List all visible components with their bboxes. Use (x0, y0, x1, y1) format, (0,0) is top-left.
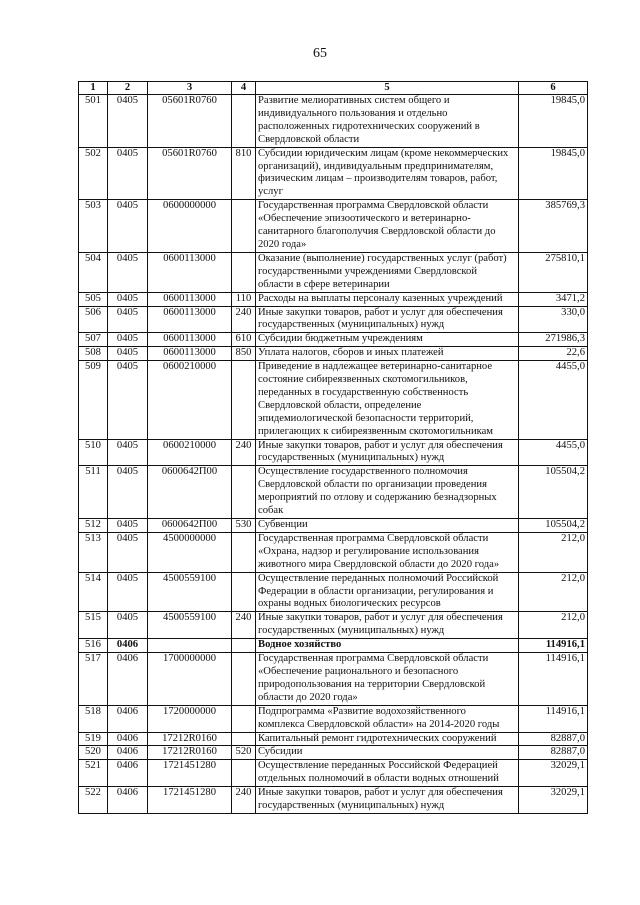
item-name-cell (256, 200, 519, 253)
item-name-line: Свердловской области, определение (258, 399, 422, 411)
table-row (79, 361, 588, 439)
section-code-cell: 0405 (108, 612, 148, 639)
expense-type-cell (232, 252, 256, 292)
item-name-line: комплекса Свердловской области» на 2014-2020 годы (258, 718, 500, 730)
item-name-line: государственных (муниципальных) нужд (258, 452, 445, 464)
section-code-cell: 0405 (108, 532, 148, 572)
item-name-line: санитарного благополучия Свердловской области до (258, 226, 496, 238)
item-name-line: Государственная программа Свердловской области (258, 653, 489, 665)
row-number-cell: 519 (79, 732, 108, 746)
table-row (79, 732, 588, 746)
amount-cell: 4455,0 (519, 439, 588, 466)
item-name-line: Субсидии (258, 746, 303, 758)
table-row (79, 519, 588, 533)
row-number-cell: 507 (79, 333, 108, 347)
target-code-cell: 1720000000 (148, 705, 232, 732)
row-number-cell: 511 (79, 466, 108, 519)
row-number-cell: 503 (79, 200, 108, 253)
row-number-cell: 506 (79, 306, 108, 333)
target-code-cell: 0600000000 (148, 200, 232, 253)
target-code-cell: 4500559100 (148, 612, 232, 639)
section-code-cell: 0406 (108, 653, 148, 706)
section-code-cell: 0405 (108, 306, 148, 333)
table-row (79, 653, 588, 706)
item-name-line: государственных (муниципальных) нужд (258, 800, 445, 812)
expense-type-cell (232, 705, 256, 732)
header-row (79, 82, 588, 95)
target-code-cell: 0600113000 (148, 333, 232, 347)
expense-type-cell (232, 532, 256, 572)
item-name-line: собак (258, 505, 284, 517)
target-code-cell: 17212R0160 (148, 746, 232, 760)
section-code-cell: 0406 (108, 787, 148, 814)
column-header: 5 (256, 82, 519, 95)
expense-type-cell: 240 (232, 612, 256, 639)
item-name-line: Подпрограмма «Развитие водохозяйственного (258, 705, 466, 717)
item-name-line: Капитальный ремонт гидротехнических сооружений (258, 732, 497, 744)
amount-cell: 212,0 (519, 612, 588, 639)
item-name-line: физическим лицам – производителям товаров, работ, (258, 173, 498, 185)
item-name-line: «Обеспечение эпизоотического и ветеринарно- (258, 213, 471, 225)
expense-type-cell (232, 760, 256, 787)
item-name-line: Государственная программа Свердловской области (258, 532, 489, 544)
item-name-line: Федерации в области организации, регулирования и (258, 585, 494, 597)
amount-cell: 32029,1 (519, 760, 588, 787)
row-number-cell: 515 (79, 612, 108, 639)
expense-type-cell (232, 95, 256, 148)
item-name-cell (256, 292, 519, 306)
item-name-line: Осуществление государственного полномочия (258, 466, 468, 478)
target-code-cell: 4500559100 (148, 572, 232, 612)
row-number-cell: 502 (79, 147, 108, 200)
section-code-cell: 0406 (108, 639, 148, 653)
section-code-cell: 0406 (108, 732, 148, 746)
row-number-cell: 521 (79, 760, 108, 787)
row-number-cell: 512 (79, 519, 108, 533)
amount-cell: 22,6 (519, 347, 588, 361)
item-name-cell (256, 333, 519, 347)
section-code-cell: 0405 (108, 439, 148, 466)
column-header: 3 (148, 82, 232, 95)
row-number-cell: 513 (79, 532, 108, 572)
target-code-cell: 0600113000 (148, 347, 232, 361)
target-code-cell: 4500000000 (148, 532, 232, 572)
item-name-line: Субсидии юридическим лицам (кроме некоммерческих (258, 147, 509, 159)
target-code-cell: 0600642П00 (148, 519, 232, 533)
table-row (79, 252, 588, 292)
item-name-line: «Обеспечение рационального и безопасного (258, 665, 459, 677)
item-name-line: Иные закупки товаров, работ и услуг для обеспечения (258, 439, 503, 451)
row-number-cell: 516 (79, 639, 108, 653)
item-name-line: Осуществление переданных полномочий Российской (258, 572, 499, 584)
column-header: 1 (79, 82, 108, 95)
expense-type-cell (232, 361, 256, 439)
target-code-cell: 1700000000 (148, 653, 232, 706)
item-name-line: Расходы на выплаты персоналу казенных учреждений (258, 292, 503, 304)
expense-type-cell (232, 732, 256, 746)
amount-cell: 19845,0 (519, 95, 588, 148)
table-row (79, 532, 588, 572)
item-name-line: Государственная программа Свердловской области (258, 200, 489, 212)
table-row (79, 95, 588, 148)
row-number-cell: 518 (79, 705, 108, 732)
item-name-line: охраны водных биологических ресурсов (258, 598, 441, 610)
item-name-line: Субсидии бюджетным учреждениям (258, 333, 423, 345)
expense-type-cell (232, 572, 256, 612)
amount-cell: 4455,0 (519, 361, 588, 439)
amount-cell: 114916,1 (519, 705, 588, 732)
section-code-cell: 0405 (108, 361, 148, 439)
table-row (79, 705, 588, 732)
item-name-line: эпидемиологической безопасности территорий, (258, 412, 474, 424)
table-row (79, 147, 588, 200)
row-number-cell: 508 (79, 347, 108, 361)
item-name-line: Свердловской области (258, 133, 360, 145)
item-name-cell (256, 95, 519, 148)
item-name-line: Развитие мелиоративных систем общего и (258, 95, 450, 106)
section-code-cell: 0405 (108, 292, 148, 306)
item-name-cell (256, 439, 519, 466)
expense-type-cell: 520 (232, 746, 256, 760)
section-code-cell: 0405 (108, 200, 148, 253)
section-code-cell: 0405 (108, 347, 148, 361)
table-row (79, 333, 588, 347)
target-code-cell: 0600113000 (148, 306, 232, 333)
amount-cell: 19845,0 (519, 147, 588, 200)
item-name-line: переданных в государственную собственность (258, 386, 469, 398)
section-code-cell: 0405 (108, 519, 148, 533)
item-name-cell (256, 732, 519, 746)
amount-cell: 82887,0 (519, 732, 588, 746)
column-header: 4 (232, 82, 256, 95)
item-name-line: животного мира Свердловской области до 2020 года» (258, 558, 500, 570)
table-row (79, 347, 588, 361)
item-name-line: состояние сибиреязвенных скотомогильников, (258, 374, 468, 386)
item-name-line: расположенных гидротехнических сооружений в (258, 120, 480, 132)
target-code-cell: 05601R0760 (148, 95, 232, 148)
row-number-cell: 505 (79, 292, 108, 306)
item-name-cell (256, 572, 519, 612)
item-name-line: 2020 года» (258, 238, 307, 250)
budget-table (78, 81, 588, 814)
expense-type-cell (232, 200, 256, 253)
item-name-line: Свердловской области по организации проведения (258, 479, 487, 491)
item-name-cell (256, 653, 519, 706)
item-name-line: Иные закупки товаров, работ и услуг для обеспечения (258, 787, 503, 799)
target-code-cell: 0600642П00 (148, 466, 232, 519)
item-name-line: Оказание (выполнение) государственных услуг (работ) (258, 252, 507, 264)
table-row (79, 200, 588, 253)
page-number: 65 (313, 46, 327, 61)
section-code-cell: 0405 (108, 333, 148, 347)
item-name-line: государственными учреждениями Свердловской (258, 265, 477, 277)
table-row (79, 466, 588, 519)
item-name-line: природопользования на территории Свердловской (258, 678, 486, 690)
item-name-line: Субвенции (258, 519, 308, 530)
item-name-cell (256, 746, 519, 760)
table-row (79, 639, 588, 653)
item-name-line: отдельных полномочий в области водных отношений (258, 773, 499, 785)
item-name-cell (256, 252, 519, 292)
item-name-cell (256, 639, 519, 653)
section-code-cell: 0405 (108, 572, 148, 612)
expense-type-cell (232, 466, 256, 519)
target-code-cell: 17212R0160 (148, 732, 232, 746)
amount-cell: 105504,2 (519, 466, 588, 519)
table-row (79, 612, 588, 639)
target-code-cell: 0600210000 (148, 439, 232, 466)
expense-type-cell: 240 (232, 787, 256, 814)
target-code-cell: 0600113000 (148, 292, 232, 306)
item-name-line: Иные закупки товаров, работ и услуг для обеспечения (258, 612, 503, 624)
item-name-cell (256, 347, 519, 361)
expense-type-cell: 530 (232, 519, 256, 533)
item-name-cell (256, 705, 519, 732)
row-number-cell: 522 (79, 787, 108, 814)
amount-cell: 82887,0 (519, 746, 588, 760)
expense-type-cell: 850 (232, 347, 256, 361)
item-name-cell (256, 147, 519, 200)
amount-cell: 385769,3 (519, 200, 588, 253)
item-name-cell (256, 787, 519, 814)
target-code-cell: 1721451280 (148, 760, 232, 787)
item-name-line: области до 2020 года» (258, 691, 358, 703)
row-number-cell: 517 (79, 653, 108, 706)
item-name-cell (256, 760, 519, 787)
row-number-cell: 514 (79, 572, 108, 612)
amount-cell: 271986,3 (519, 333, 588, 347)
table-row (79, 306, 588, 333)
amount-cell: 105504,2 (519, 519, 588, 533)
section-code-cell: 0405 (108, 147, 148, 200)
target-code-cell (148, 639, 232, 653)
target-code-cell: 0600113000 (148, 252, 232, 292)
amount-cell: 212,0 (519, 572, 588, 612)
expense-type-cell: 240 (232, 306, 256, 333)
expense-type-cell: 240 (232, 439, 256, 466)
row-number-cell: 520 (79, 746, 108, 760)
item-name-line: «Охрана, надзор и регулирование использования (258, 545, 479, 557)
section-code-cell: 0405 (108, 95, 148, 148)
amount-cell: 114916,1 (519, 639, 588, 653)
row-number-cell: 510 (79, 439, 108, 466)
row-number-cell: 509 (79, 361, 108, 439)
item-name-cell (256, 612, 519, 639)
item-name-line: мероприятий по отлову и содержанию безнадзорных (258, 492, 497, 504)
item-name-line: Приведение в надлежащее ветеринарно-санитарное (258, 361, 493, 373)
expense-type-cell: 810 (232, 147, 256, 200)
row-number-cell: 501 (79, 95, 108, 148)
item-name-line: государственных (муниципальных) нужд (258, 625, 445, 637)
section-code-cell: 0405 (108, 252, 148, 292)
amount-cell: 3471,2 (519, 292, 588, 306)
section-code-cell: 0405 (108, 466, 148, 519)
amount-cell: 114916,1 (519, 653, 588, 706)
table-row (79, 760, 588, 787)
expense-type-cell (232, 653, 256, 706)
section-code-cell: 0406 (108, 705, 148, 732)
item-name-line: Уплата налогов, сборов и иных платежей (258, 347, 444, 359)
table-row (79, 572, 588, 612)
target-code-cell: 1721451280 (148, 787, 232, 814)
item-name-line: организаций), индивидуальным предпринимателям, (258, 160, 494, 172)
item-name-line: прилегающих к сибиреязвенным скотомогильникам (258, 425, 494, 437)
item-name-cell (256, 361, 519, 439)
table-row (79, 787, 588, 814)
target-code-cell: 0600210000 (148, 361, 232, 439)
item-name-line: области в сфере ветеринарии (258, 278, 390, 290)
table-row (79, 746, 588, 760)
item-name-cell (256, 532, 519, 572)
table-row (79, 292, 588, 306)
item-name-cell (256, 466, 519, 519)
item-name-line: Водное хозяйство (258, 639, 342, 651)
amount-cell: 212,0 (519, 532, 588, 572)
expense-type-cell: 610 (232, 333, 256, 347)
item-name-cell (256, 519, 519, 533)
column-header: 6 (519, 82, 588, 95)
item-name-line: Осуществление переданных Российской Федерацией (258, 760, 498, 772)
item-name-line: услуг (258, 186, 283, 198)
table-row (79, 439, 588, 466)
amount-cell: 330,0 (519, 306, 588, 333)
item-name-line: Иные закупки товаров, работ и услуг для обеспечения (258, 306, 503, 318)
amount-cell: 32029,1 (519, 787, 588, 814)
item-name-line: индивидуального пользования и отдельно (258, 107, 448, 119)
row-number-cell: 504 (79, 252, 108, 292)
item-name-cell (256, 306, 519, 333)
expense-type-cell: 110 (232, 292, 256, 306)
amount-cell: 275810,1 (519, 252, 588, 292)
target-code-cell: 05601R0760 (148, 147, 232, 200)
expense-type-cell (232, 639, 256, 653)
section-code-cell: 0406 (108, 746, 148, 760)
column-header: 2 (108, 82, 148, 95)
section-code-cell: 0406 (108, 760, 148, 787)
item-name-line: государственных (муниципальных) нужд (258, 319, 445, 331)
